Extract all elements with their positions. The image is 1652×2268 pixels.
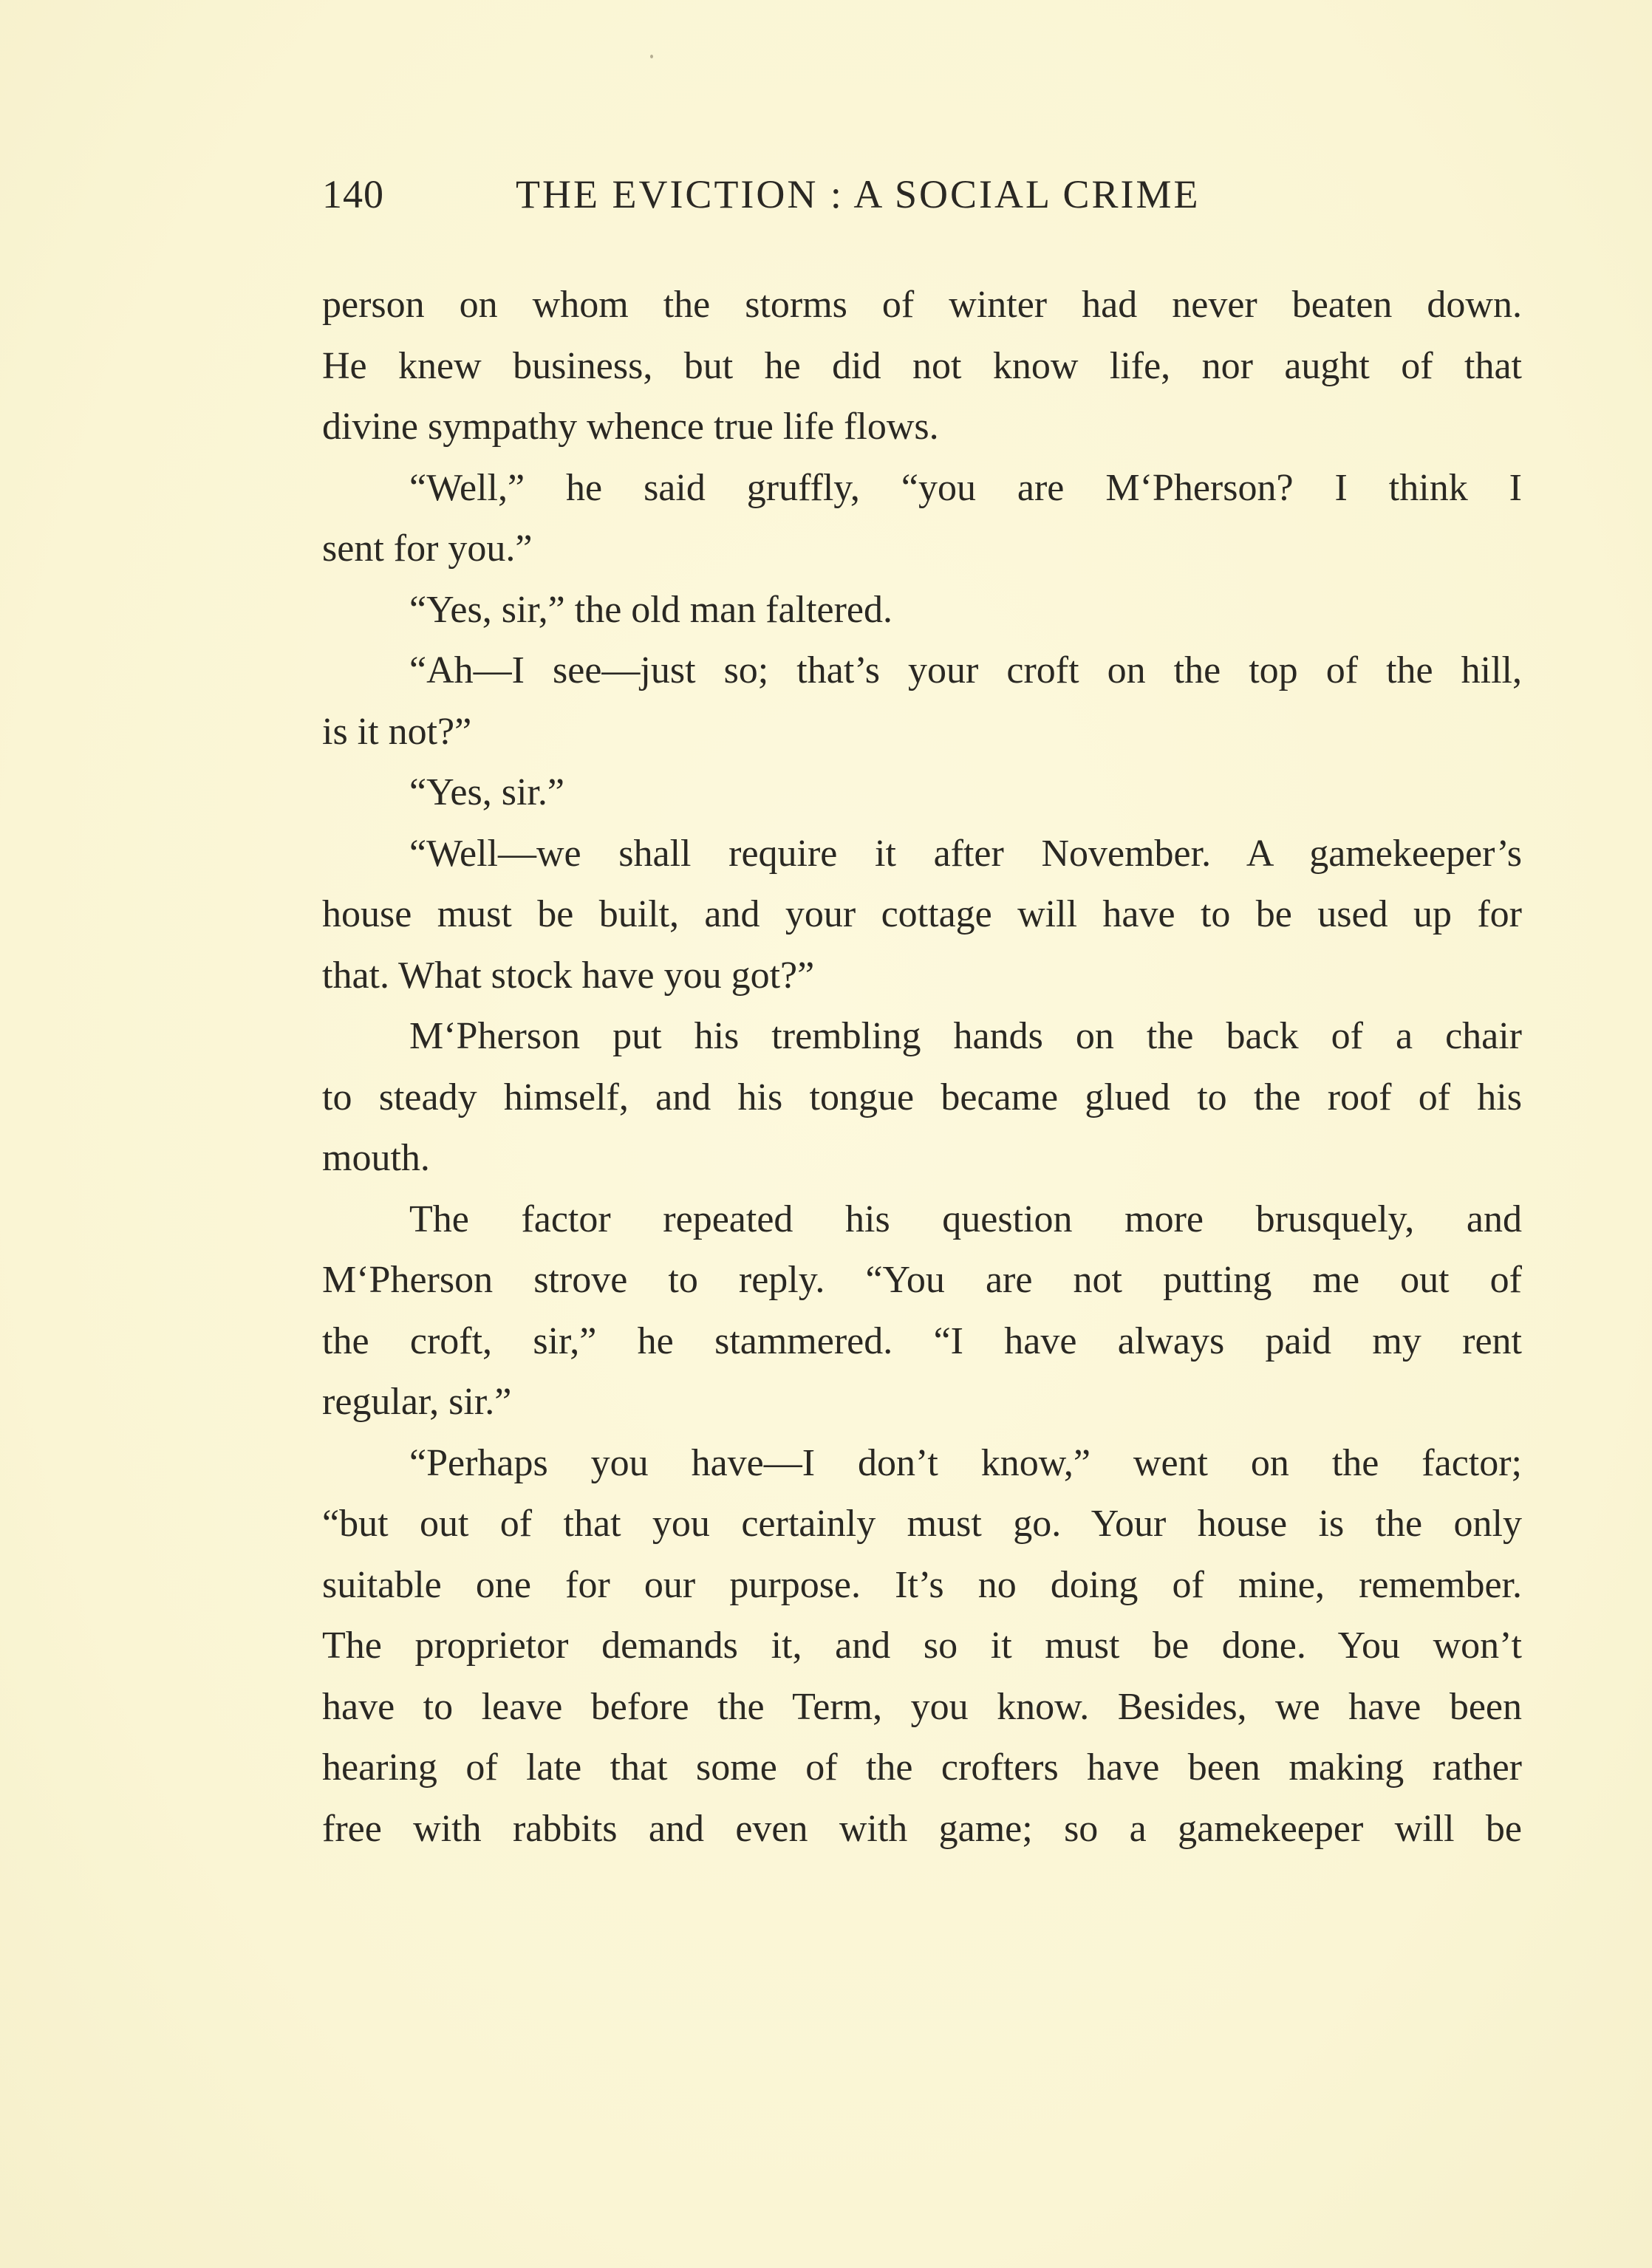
text-line: “Yes, sir,” the old man faltered.	[409, 588, 893, 631]
text-line: “but out of that you certainly must go. Your house is the only	[322, 1503, 1522, 1545]
body-text	[322, 275, 1522, 1859]
text-line: The proprietor demands it, and so it must be done. You won’t	[322, 1625, 1522, 1667]
text-line: free with rabbits and even with game; so a gamekeeper will be	[322, 1807, 1522, 1850]
page-number: 140	[322, 172, 384, 216]
text-line: M‘Pherson strove to reply. “You are not putting me out of	[322, 1259, 1522, 1301]
text-line: “Ah—I see—just so; that’s your croft on the top of the hill,	[409, 649, 1522, 691]
text-line: that. What stock have you got?”	[322, 954, 815, 997]
text-line: to steady himself, and his tongue became glued to the roof of his	[322, 1076, 1522, 1118]
running-head	[322, 171, 1526, 230]
text-line: mouth.	[322, 1137, 430, 1179]
text-line: “Well—we shall require it after November. A gamekeeper’s	[409, 832, 1522, 875]
text-line: The factor repeated his question more brusquely, and	[409, 1198, 1522, 1240]
text-line: “Yes, sir.”	[409, 771, 564, 813]
text-line: divine sympathy whence true life flows.	[322, 406, 939, 448]
text-line: suitable one for our purpose. It’s no doing of mine, remember.	[322, 1563, 1522, 1606]
text-line: “Perhaps you have—I don’t know,” went on the factor;	[409, 1441, 1522, 1484]
text-line: sent for you.”	[322, 527, 533, 570]
text-line: the croft, sir,” he stammered. “I have always paid my rent	[322, 1319, 1522, 1362]
text-line: person on whom the storms of winter had never beaten down.	[322, 284, 1522, 326]
text-line: hearing of late that some of the crofters have been making rather	[322, 1746, 1522, 1789]
text-line: He knew business, but he did not know life, nor aught of that	[322, 344, 1522, 387]
text-line: regular, sir.”	[322, 1381, 512, 1423]
text-line: have to leave before the Term, you know. Besides, we have been	[322, 1685, 1522, 1728]
running-title: THE EVICTION : A SOCIAL CRIME	[516, 172, 1201, 216]
paper-speck	[650, 55, 653, 58]
text-line: “Well,” he said gruffly, “you are M‘Pherson? I think I	[409, 466, 1522, 509]
text-line: M‘Pherson put his trembling hands on the back of a chair	[409, 1015, 1522, 1057]
text-line: house must be built, and your cottage will have to be used up for	[322, 893, 1522, 935]
text-line: is it not?”	[322, 710, 472, 753]
